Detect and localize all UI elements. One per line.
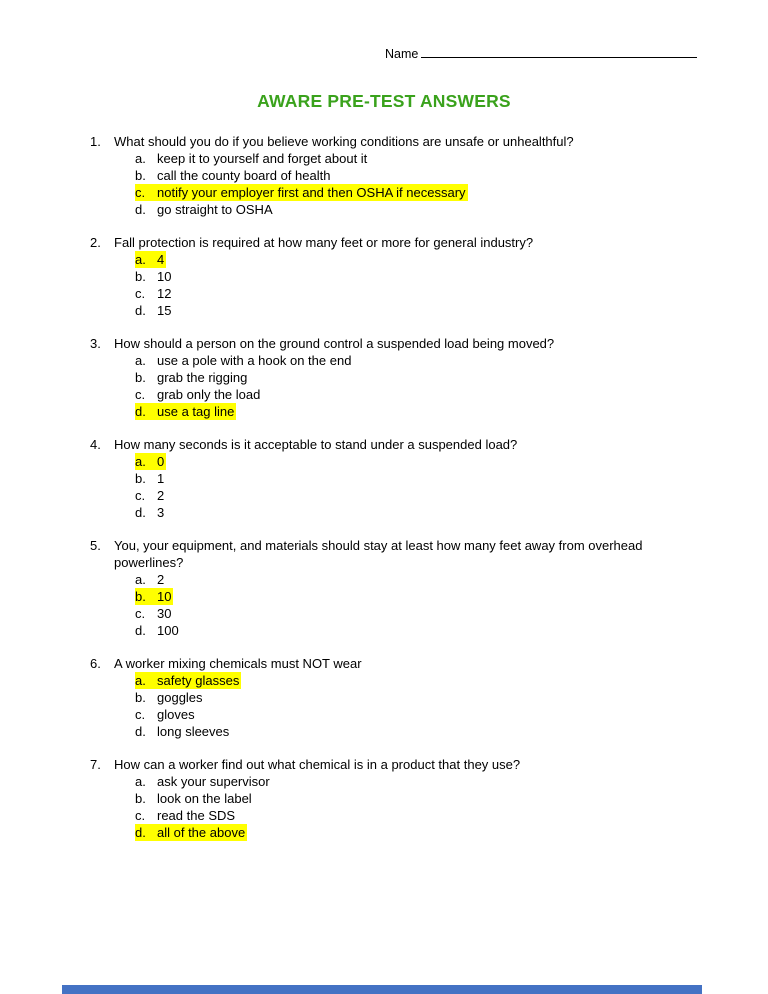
answer-highlight xyxy=(135,184,468,201)
answer-highlight xyxy=(135,504,166,521)
option-text: all of the above xyxy=(157,825,246,840)
answer-option xyxy=(135,403,690,420)
option-text: read the SDS xyxy=(157,808,236,823)
option-text: 2 xyxy=(157,488,165,503)
question-line xyxy=(90,234,690,251)
answer-option xyxy=(135,807,690,824)
option-text: long sleeves xyxy=(157,724,230,739)
option-letter: b. xyxy=(135,589,146,604)
answer-option xyxy=(135,184,690,201)
answer-option xyxy=(135,285,690,302)
option-letter: a. xyxy=(135,572,146,587)
option-text: 10 xyxy=(157,269,172,284)
option-text: go straight to OSHA xyxy=(157,202,273,217)
option-text: use a pole with a hook on the end xyxy=(157,353,352,368)
answer-option xyxy=(135,824,690,841)
option-text: look on the label xyxy=(157,791,252,806)
option-text: 4 xyxy=(157,252,165,267)
option-letter: c. xyxy=(135,286,146,301)
option-letter: a. xyxy=(135,353,146,368)
answer-highlight xyxy=(135,487,166,504)
option-letter: d. xyxy=(135,404,146,419)
option-letter: c. xyxy=(135,808,146,823)
options-list xyxy=(135,571,690,639)
question-line xyxy=(90,537,690,571)
answer-highlight xyxy=(135,773,272,790)
question-number: 2. xyxy=(90,235,101,250)
question-text: How can a worker find out what chemical is in a product that they use? xyxy=(114,757,521,772)
answer-option xyxy=(135,706,690,723)
answer-option xyxy=(135,571,690,588)
answer-highlight xyxy=(135,790,254,807)
options-list xyxy=(135,453,690,521)
answer-option xyxy=(135,790,690,807)
question-text: How should a person on the ground control a suspended load being moved? xyxy=(114,336,555,351)
option-letter: c. xyxy=(135,707,146,722)
question-number: 6. xyxy=(90,656,101,671)
answer-highlight xyxy=(135,622,181,639)
answer-highlight xyxy=(135,285,173,302)
question-text: A worker mixing chemicals must NOT wear xyxy=(114,656,362,671)
question-text: How many seconds is it acceptable to stand under a suspended load? xyxy=(114,437,518,452)
answer-highlight xyxy=(135,571,166,588)
answer-option xyxy=(135,773,690,790)
answer-option xyxy=(135,622,690,639)
option-text: 100 xyxy=(157,623,179,638)
name-blank-line xyxy=(421,45,697,58)
question-text: You, your equipment, and materials should stay at least how many feet away from overhead powerlines? xyxy=(114,538,643,570)
answer-highlight xyxy=(135,470,166,487)
answer-option xyxy=(135,150,690,167)
question-number: 3. xyxy=(90,336,101,351)
answer-option xyxy=(135,201,690,218)
option-text: 1 xyxy=(157,471,165,486)
answer-highlight xyxy=(135,672,241,689)
question-line xyxy=(90,756,690,773)
answer-highlight xyxy=(135,302,173,319)
answer-highlight xyxy=(135,251,166,268)
answer-option xyxy=(135,386,690,403)
option-text: goggles xyxy=(157,690,203,705)
options-list xyxy=(135,352,690,420)
answer-highlight xyxy=(135,706,197,723)
answer-highlight xyxy=(135,723,231,740)
option-letter: b. xyxy=(135,690,146,705)
question xyxy=(90,537,690,639)
question-line xyxy=(90,436,690,453)
answer-option xyxy=(135,672,690,689)
option-text: 3 xyxy=(157,505,165,520)
answer-option xyxy=(135,251,690,268)
option-letter: d. xyxy=(135,505,146,520)
answer-highlight xyxy=(135,386,262,403)
answer-highlight xyxy=(135,824,247,841)
answer-option xyxy=(135,369,690,386)
answer-option xyxy=(135,352,690,369)
option-letter: d. xyxy=(135,623,146,638)
option-text: keep it to yourself and forget about it xyxy=(157,151,368,166)
answer-option xyxy=(135,723,690,740)
questions-list xyxy=(90,133,690,857)
option-letter: b. xyxy=(135,168,146,183)
question-number: 4. xyxy=(90,437,101,452)
answer-highlight xyxy=(135,201,275,218)
option-text: grab the rigging xyxy=(157,370,248,385)
option-text: use a tag line xyxy=(157,404,235,419)
answer-option xyxy=(135,268,690,285)
option-letter: a. xyxy=(135,454,146,469)
option-letter: a. xyxy=(135,673,146,688)
option-text: 30 xyxy=(157,606,172,621)
option-text: 12 xyxy=(157,286,172,301)
answer-highlight xyxy=(135,689,205,706)
answer-highlight xyxy=(135,605,173,622)
option-letter: b. xyxy=(135,471,146,486)
answer-option xyxy=(135,453,690,470)
question xyxy=(90,436,690,521)
option-letter: d. xyxy=(135,724,146,739)
options-list xyxy=(135,150,690,218)
option-text: notify your employer first and then OSHA if necessary xyxy=(157,185,466,200)
question-number: 1. xyxy=(90,134,101,149)
answer-highlight xyxy=(135,588,173,605)
options-list xyxy=(135,251,690,319)
footer-bar xyxy=(62,985,702,994)
option-text: 10 xyxy=(157,589,172,604)
answer-option xyxy=(135,689,690,706)
answer-highlight xyxy=(135,807,237,824)
page-title: AWARE PRE-TEST ANSWERS xyxy=(257,91,511,111)
question xyxy=(90,655,690,740)
question xyxy=(90,234,690,319)
question xyxy=(90,335,690,420)
options-list xyxy=(135,672,690,740)
answer-option xyxy=(135,167,690,184)
option-letter: c. xyxy=(135,387,146,402)
option-letter: c. xyxy=(135,606,146,621)
answer-option xyxy=(135,302,690,319)
question-line xyxy=(90,133,690,150)
option-letter: a. xyxy=(135,252,146,267)
option-text: 2 xyxy=(157,572,165,587)
options-list xyxy=(135,773,690,841)
question xyxy=(90,756,690,841)
answer-highlight xyxy=(135,167,332,184)
option-letter: b. xyxy=(135,370,146,385)
option-letter: b. xyxy=(135,791,146,806)
answer-highlight xyxy=(135,453,166,470)
question-number: 7. xyxy=(90,757,101,772)
answer-highlight xyxy=(135,268,173,285)
option-text: 0 xyxy=(157,454,165,469)
answer-highlight xyxy=(135,403,236,420)
name-line xyxy=(385,45,697,61)
option-letter: b. xyxy=(135,269,146,284)
option-text: safety glasses xyxy=(157,673,240,688)
question-text: What should you do if you believe working conditions are unsafe or unhealthful? xyxy=(114,134,574,149)
answer-option xyxy=(135,504,690,521)
option-text: call the county board of health xyxy=(157,168,331,183)
question xyxy=(90,133,690,218)
option-letter: d. xyxy=(135,825,146,840)
answer-option xyxy=(135,470,690,487)
answer-highlight xyxy=(135,352,353,369)
answer-option xyxy=(135,588,690,605)
option-letter: c. xyxy=(135,185,146,200)
option-text: grab only the load xyxy=(157,387,261,402)
option-letter: d. xyxy=(135,202,146,217)
question-line xyxy=(90,655,690,672)
answer-highlight xyxy=(135,369,249,386)
option-letter: d. xyxy=(135,303,146,318)
answer-option xyxy=(135,487,690,504)
question-line xyxy=(90,335,690,352)
name-label: Name xyxy=(385,47,419,61)
question-text: Fall protection is required at how many feet or more for general industry? xyxy=(114,235,534,250)
option-letter: a. xyxy=(135,151,146,166)
question-number: 5. xyxy=(90,538,101,553)
answer-option xyxy=(135,605,690,622)
option-text: gloves xyxy=(157,707,195,722)
option-text: ask your supervisor xyxy=(157,774,270,789)
option-text: 15 xyxy=(157,303,172,318)
option-letter: a. xyxy=(135,774,146,789)
answer-highlight xyxy=(135,150,369,167)
option-letter: c. xyxy=(135,488,146,503)
